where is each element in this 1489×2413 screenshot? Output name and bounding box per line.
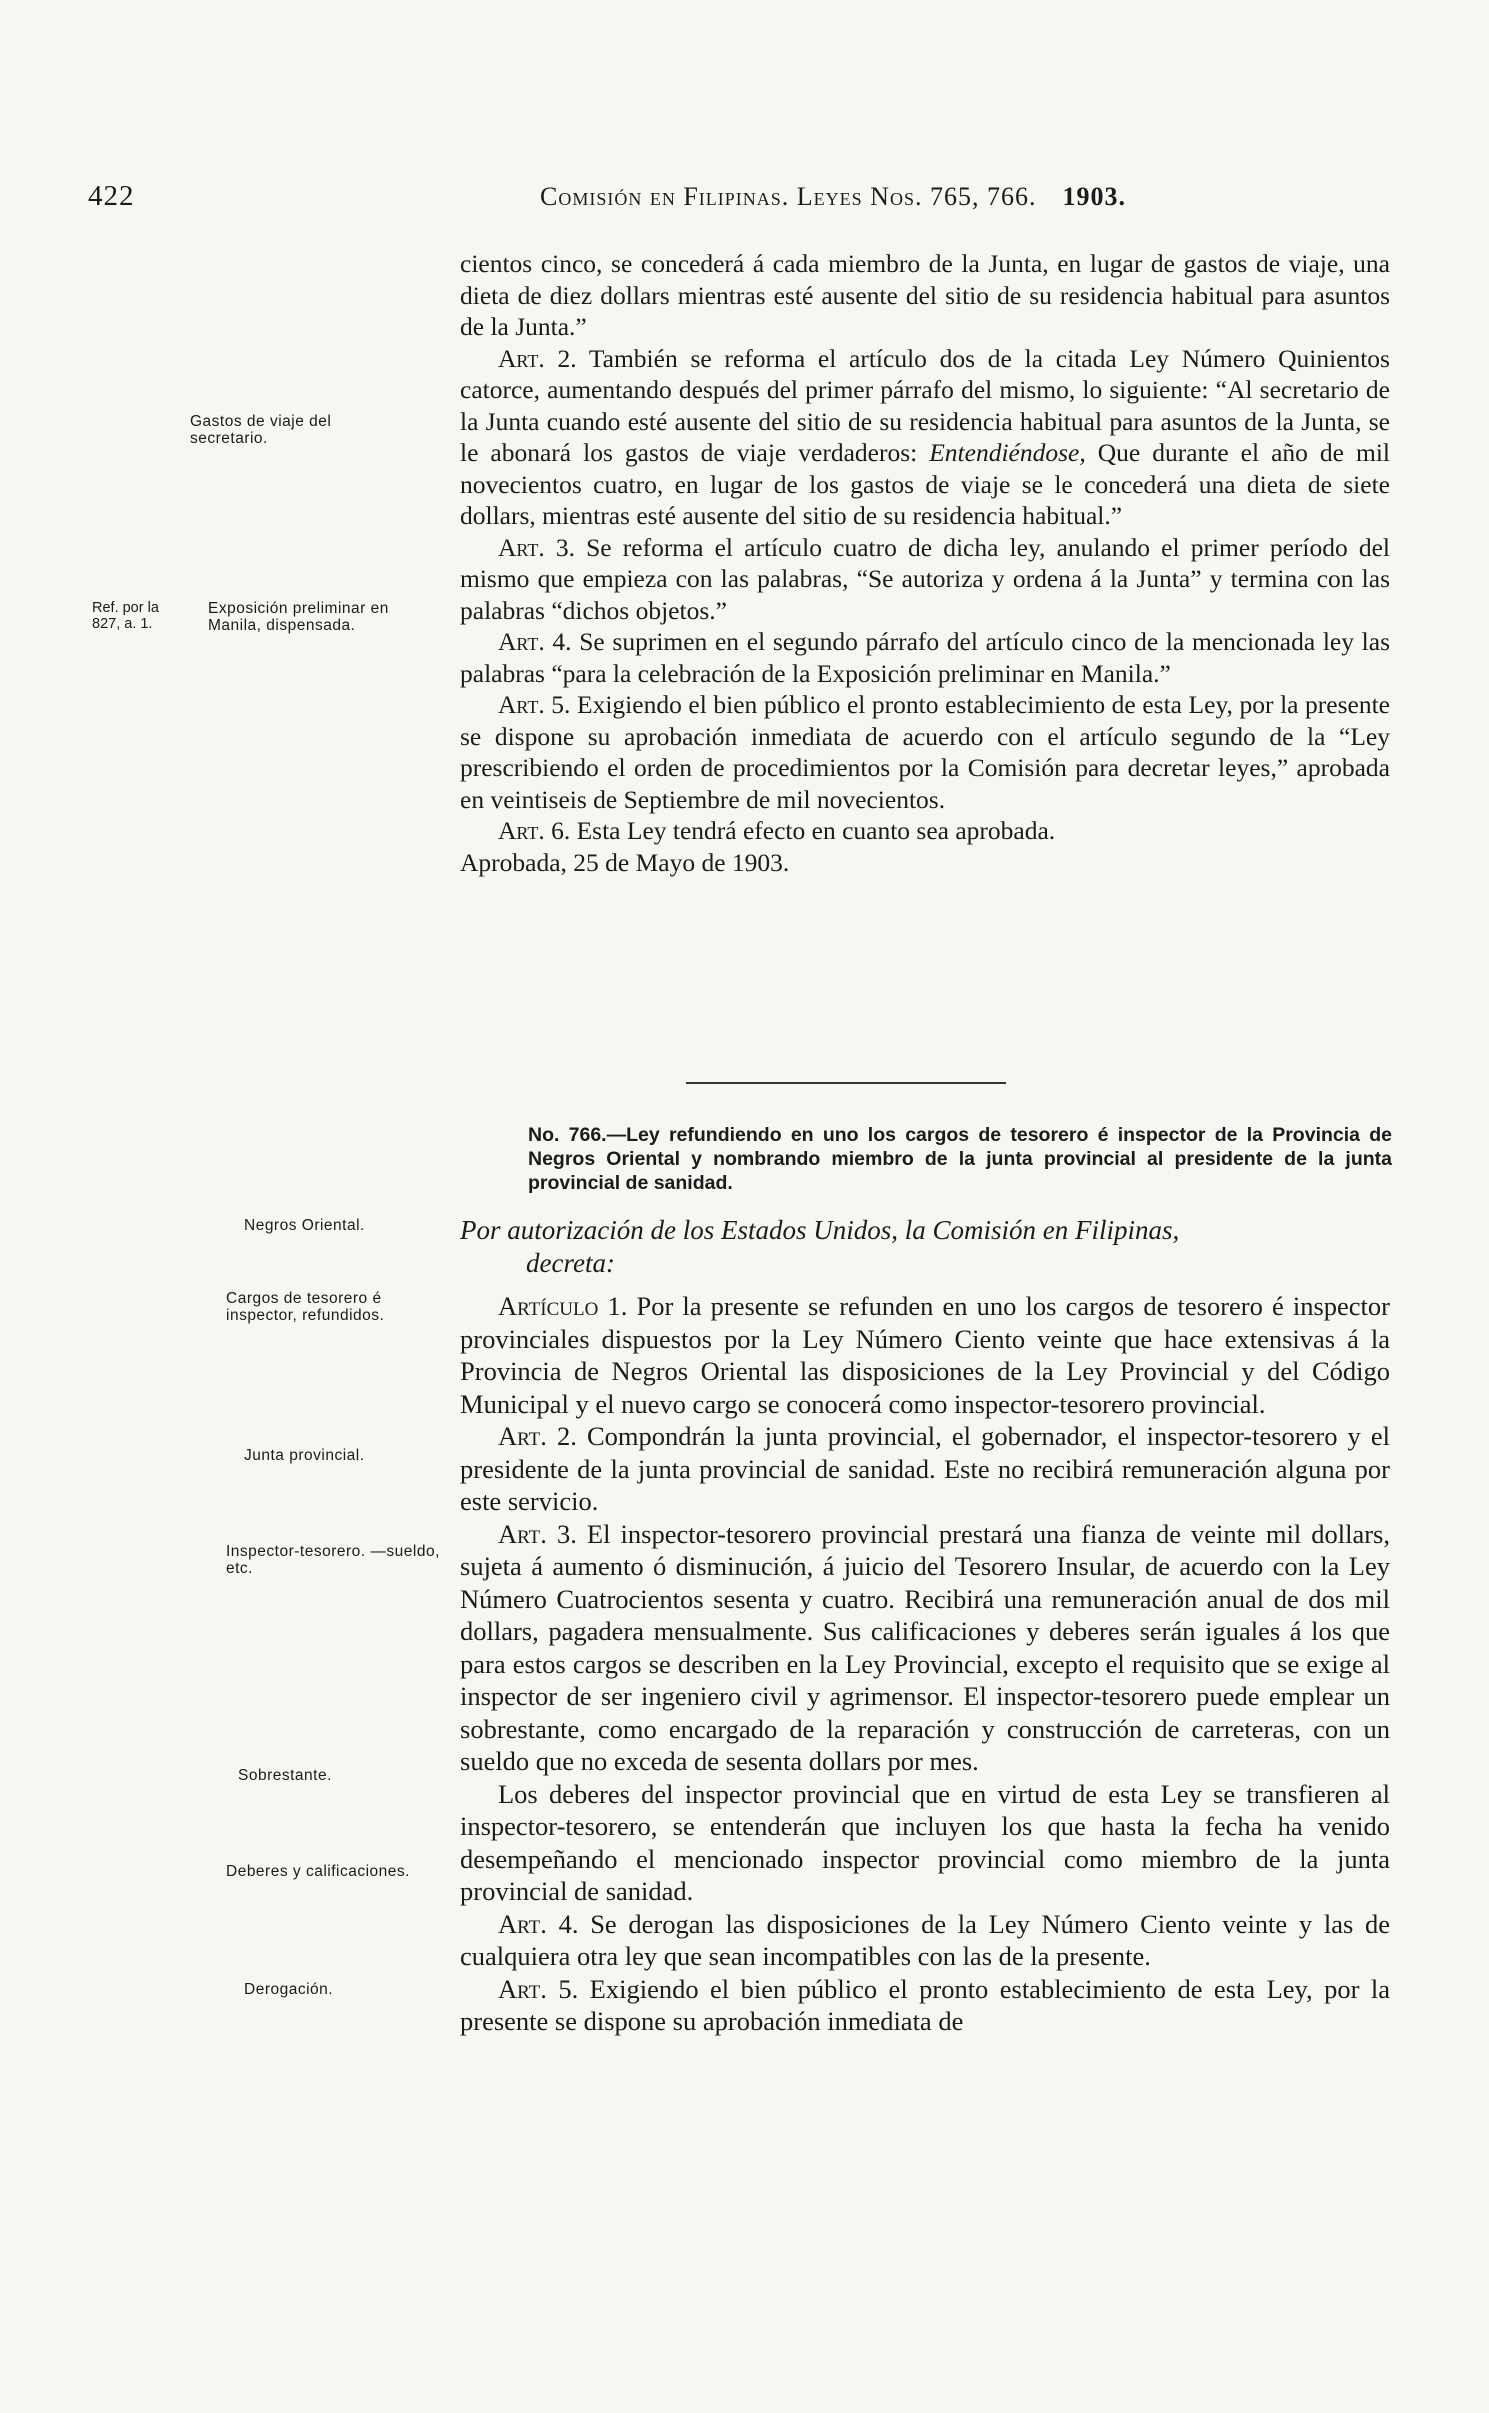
margin-note-exposicion: Exposición preliminar en Manila, dispensada. — [208, 600, 389, 634]
decree — [460, 1214, 1400, 1280]
second-law-body — [460, 1290, 1390, 2038]
article-text: Por la presente se refunden en uno los cargos de tesorero é inspector provinciales dispuestos por la Ley Número Ciento veinte que hace extensivas á la Provincia de Negros Oriental las disposiciones de la Ley Provincial y del Código Municipal y el nuevo cargo se conocerá como inspector-tesorero provincial. — [460, 1291, 1390, 1419]
margin-note-negros: Negros Oriental. — [244, 1217, 365, 1234]
article-text: Exigiendo el bien público el pronto establecimiento de esta Ley, por la presente se dispone su aprobación inmediata de — [460, 1973, 1390, 2036]
decree-line-2: decreta: — [526, 1248, 615, 1278]
paragraph-art-4 — [460, 1908, 1390, 1973]
paragraph-art-3 — [460, 532, 1390, 627]
section-divider — [686, 1082, 1006, 1084]
italic-text: Entendiéndose, — [929, 438, 1086, 467]
margin-note-sobrestante: Sobrestante. — [238, 1767, 332, 1784]
running-title: Comisión en Filipinas. Leyes Nos. 765, 766. — [540, 182, 1037, 211]
article-label: Art. 3. — [498, 532, 575, 562]
margin-note-cargos: Cargos de tesorero é inspector, refundidos. — [226, 1290, 385, 1324]
law-title-text: —Ley refundiendo en uno los cargos de tesorero é inspector de la Provincia de Negros Oriental y nombrando miembro de la junta provincial al presidente de la junta provincial de sanidad. — [528, 1124, 1392, 1194]
article-text: Compondrán la junta provincial, el gobernador, el inspector-tesorero y el presidente de la junta provincial de sanidad. Este no recibirá remuneración alguna por este servicio. — [460, 1421, 1390, 1516]
margin-note-inspector: Inspector-tesorero. —sueldo, etc. — [226, 1543, 440, 1577]
article-text: Se reforma el artículo cuatro de dicha ley, anulando el primer período del mismo que empieza con las palabras, “Se autoriza y ordena á la Junta” y termina con las palabras “dichos objetos.” — [460, 532, 1391, 625]
article-label: Art. 4. — [498, 1908, 579, 1939]
article-label: Art. 2. — [498, 1421, 577, 1451]
paragraph-deberes: Los deberes del inspector provincial que en virtud de esta Ley se transfieren al inspector-tesorero, se entenderán que incluyen los que hasta la fecha ha venido desempeñando el mencionado inspector provincial como miembro de la junta provincial de sanidad. — [460, 1778, 1390, 1906]
article-label: Artículo 1. — [498, 1291, 628, 1321]
article-label: Art. 3. — [498, 1518, 577, 1549]
paragraph-art-5 — [460, 689, 1390, 815]
running-header — [540, 182, 1126, 212]
page-number: 422 — [88, 180, 135, 212]
running-year: 1903. — [1062, 182, 1126, 211]
margin-note-gastos: Gastos de viaje del secretario. — [190, 413, 332, 447]
article-text: Esta Ley tendrá efecto en cuanto sea aprobada. — [576, 816, 1056, 845]
margin-note-ref: Ref. por la 827, a. 1. — [92, 600, 159, 632]
decree-line-1: Por autorización de los Estados Unidos, la Comisión en Filipinas, — [460, 1215, 1180, 1245]
first-law-body — [460, 248, 1390, 878]
article-label: Art. 6. — [498, 816, 571, 845]
margin-note-deberes: Deberes y calificaciones. — [226, 1863, 410, 1880]
law-number: No. 766. — [528, 1124, 607, 1146]
article-label: Art. 5. — [498, 1973, 579, 2004]
article-text-tail: Que durante el año de mil novecientos cuatro, en lugar de los gastos de viaje se le concederá una dieta de siete dollars, mientras esté ausente del sitio de su residencia habitual.” — [460, 438, 1390, 530]
paragraph: cientos cinco, se concederá á cada miembro de la Junta, en lugar de gastos de viaje, una dieta de diez dollars mientras esté ausente del sitio de su residencia habitual para asuntos de la Junta.” — [460, 249, 1390, 341]
margin-note-junta: Junta provincial. — [244, 1447, 365, 1464]
margin-note-derogacion: Derogación. — [244, 1981, 334, 1998]
article-text: Se derogan las disposiciones de la Ley Número Ciento veinte y las de cualquiera otra ley que sean incompatibles con las de la presente. — [460, 1908, 1390, 1971]
paragraph-art-4 — [460, 626, 1390, 689]
paragraph-art-2 — [460, 1420, 1390, 1518]
article-label: Art. 2. — [498, 343, 577, 373]
law-title — [528, 1123, 1392, 1195]
paragraph-art-5 — [460, 1973, 1390, 2038]
article-text: Exigiendo el bien público el pronto establecimiento de esta Ley, por la presente se dispone su aprobación inmediata de acuerdo con el artículo segundo de la “Ley prescribiendo el orden de procedimientos por la Comisión para decretar leyes,” aprobada en veintiseis de Septiembre de mil novecientos. — [460, 690, 1391, 814]
article-text: El inspector-tesorero provincial prestará una fianza de veinte mil dollars, sujeta á aumento ó disminución, á juicio del Tesorero Insular, de acuerdo con la Ley Número Cuatrocientos sesenta y cuatro. Recibirá una remuneración anual de dos mil dollars, pagadera mensualmente. Sus calificaciones y deberes serán iguales á los que para estos cargos se describen en la Ley Provincial, excepto el requisito que se exige al inspector de ser ingeniero civil y agrimensor. El inspector-tesorero puede emplear un sobrestante, como encargado de la reparación y construcción de carreteras, con un sueldo que no exceda de sesenta dollars por mes. — [460, 1518, 1390, 1776]
article-text: También se reforma el artículo dos de la citada Ley Número Quinientos catorce, aumentando después del primer párrafo del mismo, lo siguiente: “Al secretario de la Junta cuando esté ausente del sitio de su residencia habitual para asuntos de la Junta, se le abonará los gastos de viaje verdaderos: — [460, 343, 1390, 467]
article-label: Art. 4. — [498, 627, 572, 656]
paragraph-art-1 — [460, 1290, 1390, 1420]
paragraph-art-2 — [460, 343, 1390, 532]
paragraph-art-3 — [460, 1518, 1390, 1778]
approval-date: Aprobada, 25 de Mayo de 1903. — [460, 847, 790, 877]
article-text: Se suprimen en el segundo párrafo del artículo cinco de la mencionada ley las palabras “para la celebración de la Exposición preliminar en Manila.” — [460, 627, 1391, 688]
article-label: Art. 5. — [498, 690, 571, 719]
paragraph-art-6 — [460, 815, 1390, 847]
